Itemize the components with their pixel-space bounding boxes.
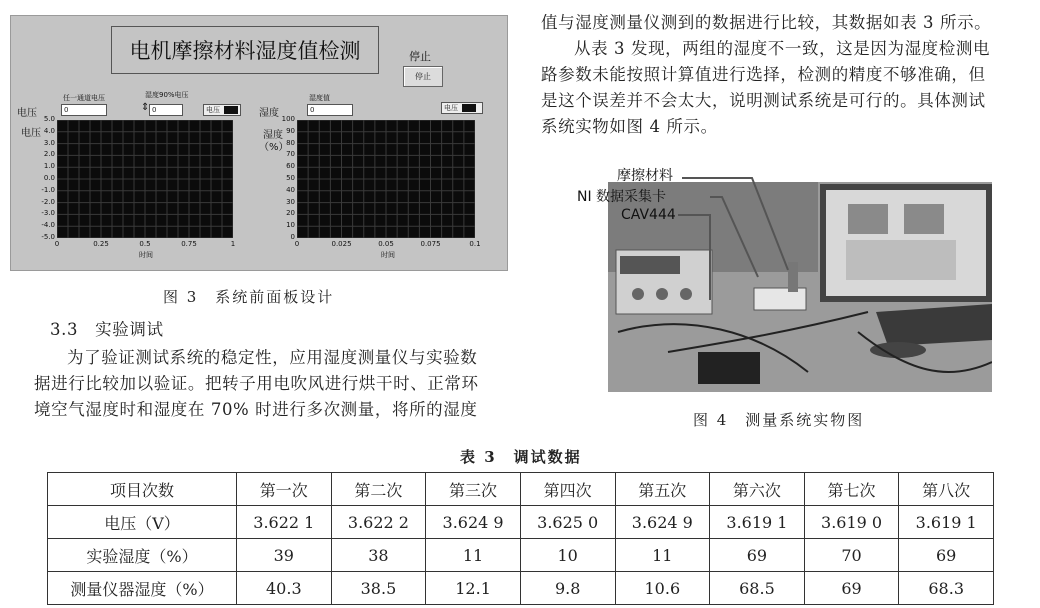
x-tick-label: 0.075 (420, 240, 441, 248)
y-tick-label: 80 (286, 138, 295, 147)
right-y-ticks (273, 115, 295, 241)
table-cell: 38.5 (331, 572, 426, 605)
x-tick-label: 0.25 (93, 240, 109, 248)
humidity-plot-grid (297, 120, 475, 238)
table-cell: 11 (426, 539, 521, 572)
x-tick-label: 0.05 (378, 240, 394, 248)
table-header-row (48, 473, 994, 506)
table-cell: 第八次 (899, 473, 994, 506)
right-y-axis-label: 湿度 (263, 130, 283, 141)
y-tick-label: 90 (286, 126, 295, 135)
humidity-plot-area (297, 120, 475, 238)
x-tick-label: 0 (54, 240, 60, 248)
table-cell: 39 (237, 539, 332, 572)
y-tick-label: 20 (286, 209, 295, 218)
table-cell: 68.5 (710, 572, 805, 605)
y-tick-label: 4.0 (43, 126, 55, 135)
y-tick-label: 0.0 (43, 174, 55, 182)
voltage-plot-area (57, 120, 233, 238)
x-tick-label: 1 (230, 240, 236, 248)
left-y-axis-label: 电压 (21, 128, 41, 139)
y-tick-label: -3.0 (41, 209, 55, 218)
table-cell: 3.619 0 (804, 506, 899, 539)
section-line-2: 据进行比较加以验证。把转子用电吹风进行烘干时、正常环 (34, 374, 479, 393)
section-line-3: 境空气湿度时和湿度在 70% 时进行多次测量，将所的湿度 (34, 400, 478, 419)
stepper-arrows-icon[interactable]: ⇕ (141, 102, 150, 113)
left-x-ticks (54, 240, 236, 250)
section-heading: 3.3 实验调试 (50, 320, 164, 339)
y-tick-label: -1.0 (41, 185, 55, 194)
table-cell: 70 (804, 539, 899, 572)
stop-label: 停止 (409, 50, 431, 63)
table-cell: 3.624 9 (615, 506, 710, 539)
y-tick-label: 100 (281, 115, 295, 123)
front-panel-screenshot (10, 15, 508, 271)
table-cell: 11 (615, 539, 710, 572)
humidity-90-voltage-label: 湿度90%电压 (145, 91, 189, 99)
x-tick-label: 0.5 (139, 240, 151, 248)
right-column-paragraph (541, 10, 1031, 140)
left-indicator-value: 0 (61, 104, 107, 116)
table-cell: 3.619 1 (899, 506, 994, 539)
table-cell: 9.8 (520, 572, 615, 605)
left-x-axis-label: 时间 (139, 251, 153, 259)
table-cell: 3.619 1 (710, 506, 805, 539)
table-cell: 3.625 0 (520, 506, 615, 539)
table-row (48, 572, 994, 605)
right-x-axis-label: 时间 (381, 251, 395, 259)
annotation-friction-material: 摩擦材料 (617, 168, 673, 184)
stop-button[interactable]: 停止 (403, 66, 443, 87)
annotation-cav444: CAV444 (621, 207, 676, 223)
row-header-cell: 电压（V） (48, 506, 237, 539)
right-line-2: 从表 3 发现，两组的湿度不一致，这是因为湿度检测电 (574, 39, 991, 58)
y-tick-label: 60 (286, 162, 295, 171)
y-tick-label: 30 (286, 197, 295, 206)
y-tick-label: 70 (286, 150, 295, 159)
panel-title: 电机摩擦材料湿度值检测 (111, 26, 379, 74)
table-cell: 69 (804, 572, 899, 605)
table-cell: 第三次 (426, 473, 521, 506)
y-tick-label: -4.0 (41, 221, 55, 230)
section-line-1: 为了验证测试系统的稳定性，应用湿度测量仪与实验数 (67, 348, 478, 367)
x-tick-label: 0.025 (331, 240, 352, 248)
table-cell: 3.622 2 (331, 506, 426, 539)
left-y-ticks (29, 115, 55, 241)
humidity-90-voltage-input[interactable]: 0 (149, 104, 183, 116)
y-tick-label: -2.0 (41, 197, 55, 206)
left-legend-swatch (224, 106, 238, 114)
y-tick-label: 5.0 (43, 115, 55, 123)
table-row (48, 539, 994, 572)
table-cell: 12.1 (426, 572, 521, 605)
table-cell: 40.3 (237, 572, 332, 605)
y-tick-label: 3.0 (43, 138, 55, 147)
table-cell: 第六次 (710, 473, 805, 506)
row-header-cell: 测量仪器湿度（%） (48, 572, 237, 605)
row-header-cell: 项目次数 (48, 473, 237, 506)
right-line-1: 值与湿度测量仪测到的数据进行比较，其数据如表 3 所示。 (541, 13, 992, 32)
x-tick-label: 0 (294, 240, 300, 248)
table-cell: 第五次 (615, 473, 710, 506)
table-cell: 10.6 (615, 572, 710, 605)
right-legend-label: 电压 (444, 104, 458, 112)
right-plot-legend (441, 102, 483, 114)
row-header-cell: 实验湿度（%） (48, 539, 237, 572)
right-side-label: 湿度 (259, 108, 279, 119)
right-line-3: 路参数未能按照计算值进行选择，检测的精度不够准确，但 (541, 65, 986, 84)
table-cell: 第二次 (331, 473, 426, 506)
x-tick-label: 0.75 (181, 240, 197, 248)
debug-data-table (47, 472, 994, 605)
y-tick-label: -5.0 (41, 233, 55, 241)
y-tick-label: 0 (290, 233, 295, 241)
table-cell: 69 (710, 539, 805, 572)
table-cell: 69 (899, 539, 994, 572)
table-cell: 第四次 (520, 473, 615, 506)
table-cell: 第一次 (237, 473, 332, 506)
right-x-ticks (294, 240, 481, 250)
table3-caption: 表 3 调试数据 (460, 448, 582, 466)
table-cell: 38 (331, 539, 426, 572)
table-row (48, 506, 994, 539)
annotation-ni-daq: NI 数据采集卡 (577, 189, 667, 205)
y-tick-label: 50 (286, 174, 295, 182)
right-line-4: 是这个误差并不会太大，说明测试系统是可行的。具体测试 (541, 91, 986, 110)
table-cell: 68.3 (899, 572, 994, 605)
y-tick-label: 2.0 (43, 150, 55, 159)
figure4-caption: 图 4 测量系统实物图 (693, 411, 865, 429)
left-legend-label: 电压 (206, 106, 220, 114)
table-cell: 3.624 9 (426, 506, 521, 539)
y-tick-label: 1.0 (43, 162, 55, 171)
right-legend-swatch (462, 104, 476, 112)
left-plot-legend (203, 104, 241, 116)
y-tick-label: 40 (286, 185, 295, 194)
figure3-caption: 图 3 系统前面板设计 (163, 288, 335, 306)
table-cell: 第七次 (804, 473, 899, 506)
section-paragraph (34, 345, 509, 423)
voltage-plot-grid (57, 120, 233, 238)
y-tick-label: 10 (286, 221, 295, 230)
left-side-label: 电压 (17, 108, 37, 119)
left-indicator-label: 任一通道电压 (63, 94, 105, 102)
right-y-axis-unit: （%） (259, 142, 289, 153)
table-cell: 10 (520, 539, 615, 572)
x-tick-label: 0.1 (469, 240, 481, 248)
right-indicator-value: 0 (307, 104, 353, 116)
table-cell: 3.622 1 (237, 506, 332, 539)
right-line-5: 系统实物如图 4 所示。 (541, 117, 718, 136)
right-indicator-label: 湿度值 (309, 94, 330, 102)
